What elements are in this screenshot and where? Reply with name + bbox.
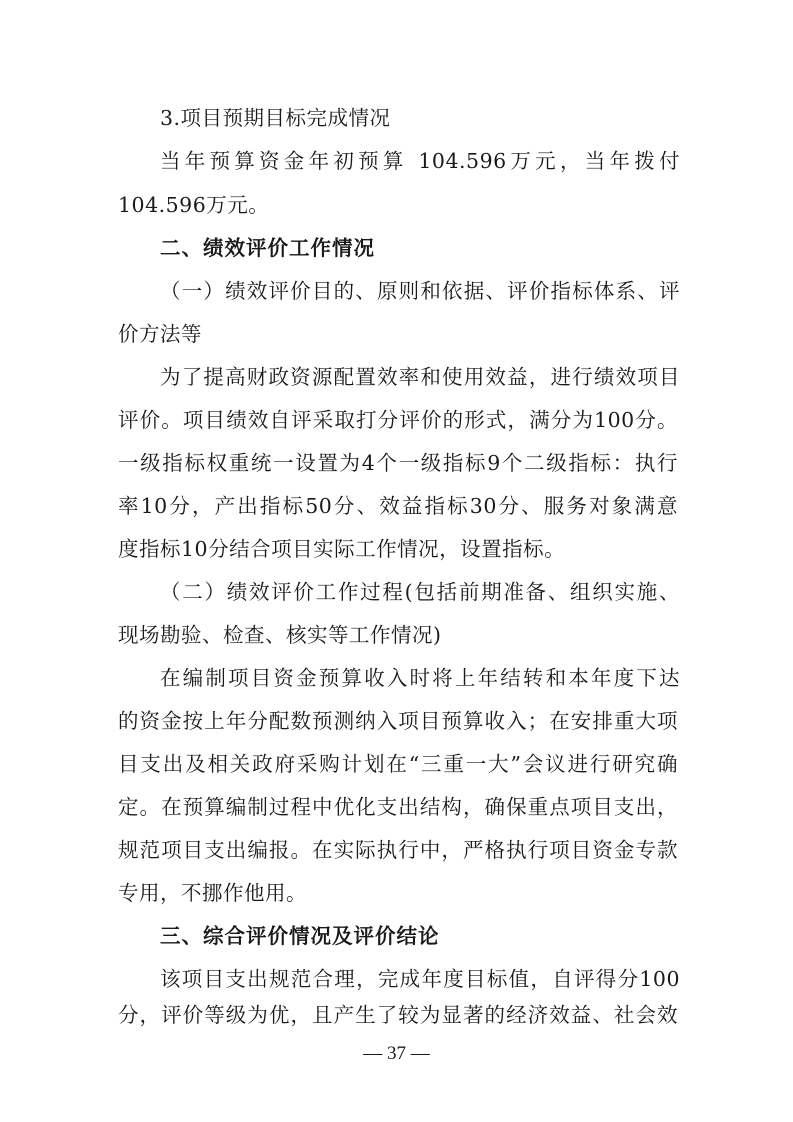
subsection-title-goal-completion: 3.项目预期目标完成情况 bbox=[160, 106, 391, 130]
paragraph-line: 为了提高财政资源配置效率和使用效益，进行绩效项目 bbox=[160, 365, 680, 389]
paragraph-line: 分，评价等级为优，且产生了较为显著的经济效益、社会效 bbox=[118, 1003, 678, 1027]
subsection-title-purpose-cont: 价方法等 bbox=[118, 322, 202, 346]
section-heading-performance-work: 二、绩效评价工作情况 bbox=[160, 236, 375, 260]
paragraph-line: 定。在预算编制过程中优化支出结构，确保重点项目支出， bbox=[118, 795, 678, 819]
paragraph-line: 该项目支出规范合理，完成年度目标值，自评得分100 bbox=[160, 967, 680, 991]
paragraph-line: 在编制项目资金预算收入时将上年结转和本年度下达 bbox=[160, 666, 680, 690]
subsection-title-process-cont: 现场勘验、检查、核实等工作情况) bbox=[118, 623, 442, 647]
paragraph-line: 104.596万元。 bbox=[118, 193, 270, 217]
page-number: — 37 — bbox=[363, 1043, 430, 1064]
paragraph-line: 目支出及相关政府采购计划在“三重一大”会议进行研究确 bbox=[118, 752, 678, 776]
paragraph-line: 当年预算资金年初预算 104.596万元，当年拨付 bbox=[160, 149, 680, 173]
paragraph-line: 一级指标权重统一设置为4个一级指标9个二级指标：执行 bbox=[118, 451, 678, 475]
paragraph-line: 规范项目支出编报。在实际执行中，严格执行项目资金专款 bbox=[118, 838, 678, 862]
paragraph-line: 度指标10分结合项目实际工作情况，设置指标。 bbox=[118, 537, 566, 561]
paragraph-line: 率10分，产出指标50分、效益指标30分、服务对象满意 bbox=[118, 494, 678, 518]
paragraph-line: 专用，不挪作他用。 bbox=[118, 881, 307, 905]
paragraph-line: 的资金按上年分配数预测纳入项目预算收入；在安排重大项 bbox=[118, 709, 678, 733]
subsection-title-purpose: （一）绩效评价目的、原则和依据、评价指标体系、评 bbox=[160, 279, 680, 303]
section-heading-evaluation-conclusion: 三、综合评价情况及评价结论 bbox=[160, 924, 440, 948]
subsection-title-process: （二）绩效评价工作过程(包括前期准备、组织实施、 bbox=[160, 580, 680, 604]
paragraph-line: 评价。项目绩效自评采取打分评价的形式，满分为100分。 bbox=[118, 408, 678, 432]
